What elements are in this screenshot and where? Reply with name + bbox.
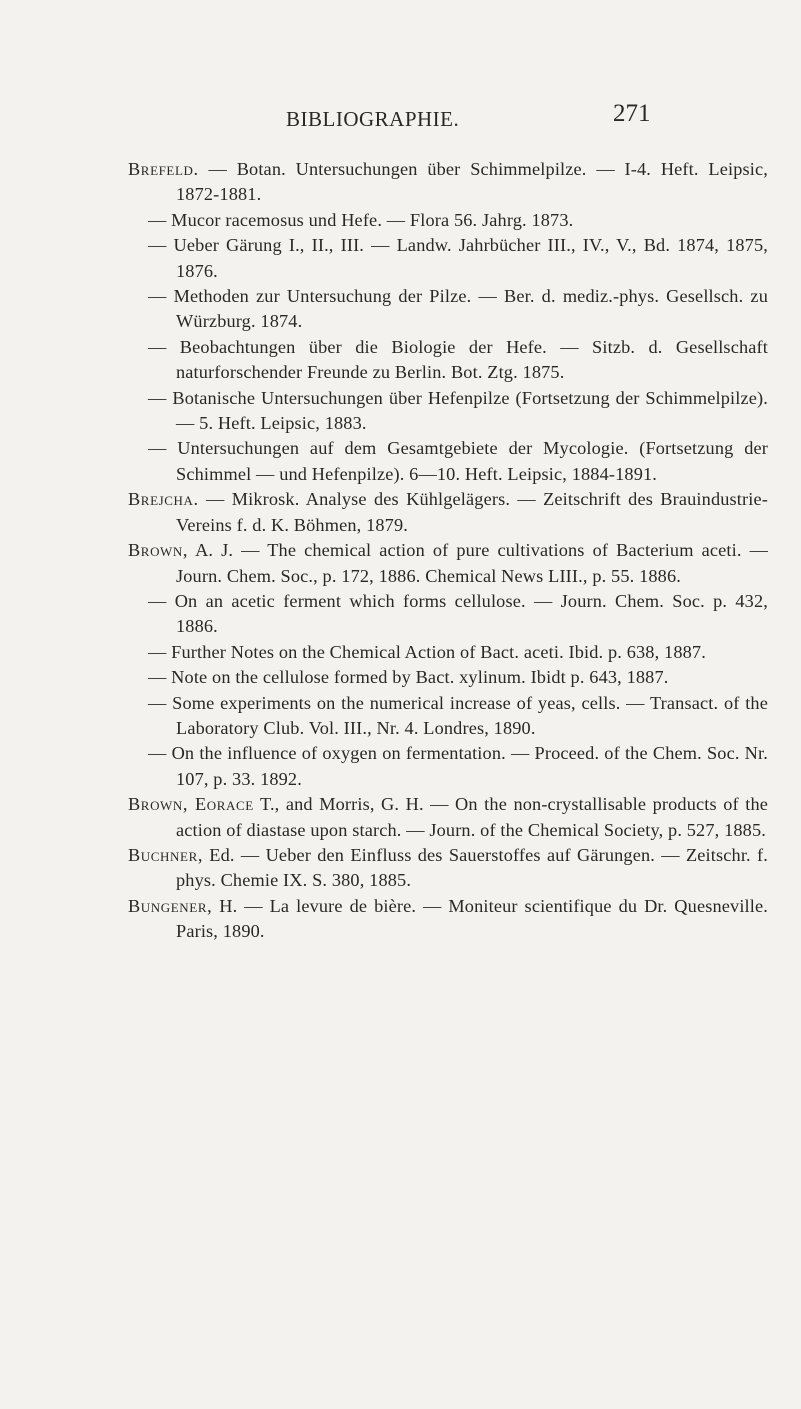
bibliography-list <box>128 157 768 945</box>
bibliography-entry <box>128 741 768 792</box>
entry-text: Mucor racemosus und Hefe. — Flora 56. Jahrg. 1873. <box>171 209 574 230</box>
entry-text: — Mikrosk. Analyse des Kühlgelägers. — Zeitschrift des Brauindustrie-Vereins f. d. K. Böhmen, 1879. <box>176 489 768 535</box>
entry-text: T., and Morris, G. H. — On the non-crystallisable products of the action of diastase upon starch. — Journ. of the Chemical Society, p. 527, 1885. <box>176 794 769 840</box>
entry-dash: — <box>148 438 167 459</box>
bibliography-entry <box>128 589 768 640</box>
entry-text: Ueber Gärung I., II., III. — Landw. Jahrbücher III., IV., V., Bd. 1874, 1875, 1876. <box>173 235 768 281</box>
entry-dash: — <box>148 209 167 230</box>
bibliography-entry <box>128 335 768 386</box>
bibliography-entry <box>128 157 768 208</box>
entry-text: Methoden zur Untersuchung der Pilze. — Ber. d. medіz.-phys. Gesellsch. zu Würzburg. 1874. <box>173 286 768 332</box>
entry-text: Note on the cellulose formed by Bact. xylinum. Ibidt p. 643, 1887. <box>171 667 669 688</box>
entry-dash: — <box>148 387 167 408</box>
bibliography-entry <box>128 487 768 538</box>
entry-text: Botanische Untersuchungen über Hefenpilze (Fortsetzung der Schimmelpilze). — 5. Heft. Leipsic, 1883. <box>172 387 768 434</box>
entry-author: Brown, <box>128 540 189 561</box>
entry-text: On an acetic ferment which forms cellulose. — Journ. Chem. Soc. p. 432, 1886. <box>174 590 768 637</box>
entry-text: Some experiments on the numerical increase of yeas, cells. — Transact. of the Laboratory Club. Vol. III., Nr. 4. Londres, 1890. <box>172 692 768 738</box>
bibliography-entry <box>128 538 768 589</box>
entry-dash: — <box>148 743 167 764</box>
entry-text: Further Notes on the Chemical Action of Bact. aceti. Ibid. p. 638, 1887. <box>171 641 706 662</box>
bibliography-entry <box>128 208 768 233</box>
bibliography-entry <box>128 894 768 945</box>
entry-author: Brown, Eorace <box>128 794 254 815</box>
entry-text: On the influence of oxygen on fermentation. — Proceed. of the Chem. Soc. Nr. 107, p. 33. 1892. <box>171 743 768 789</box>
bibliography-entry <box>128 640 768 665</box>
entry-dash: — <box>148 590 167 611</box>
bibliography-entry <box>128 843 768 894</box>
entry-text: Ed. — Ueber den Einfluss des Sauerstoffes auf Gärungen. — Zeitschr. f. phys. Chemie IX. S. 380, 1885. <box>176 844 768 891</box>
bibliography-entry <box>128 284 768 335</box>
entry-author: Brejcha. <box>128 489 199 510</box>
bibliography-entry <box>128 665 768 690</box>
bibliography-entry <box>128 792 768 843</box>
bibliography-entry <box>128 691 768 742</box>
entry-dash: — <box>148 286 167 307</box>
page-number: 271 <box>613 100 651 127</box>
bibliography-entry <box>128 436 768 487</box>
entry-dash: — <box>148 641 167 662</box>
entry-text: H. — La levure de bière. — Moniteur scientifique du Dr. Quesneville. Paris, 1890. <box>176 895 768 942</box>
entry-text: Untersuchungen auf dem Gesamtgebiete der Mycologie. (Fortsetzung der Schimmel — und Hefenpilze). 6—10. Heft. Leipsic, 1884-1891. <box>176 438 768 484</box>
entry-author: Buchner, <box>128 844 204 865</box>
running-head: BIBLIOGRAPHIE. <box>286 107 460 131</box>
entry-author: Bungener, <box>128 895 213 916</box>
entry-dash: — <box>148 336 167 357</box>
entry-dash: — <box>148 692 167 713</box>
entry-dash: — <box>148 235 167 256</box>
entry-text: Beobachtungen über die Biologie der Hefe. — Sitzb. d. Gesellschaft naturforschender Freunde zu Berlin. Bot. Ztg. 1875. <box>176 336 768 383</box>
entry-author: Brefeld. <box>128 159 199 179</box>
entry-text: — Botan. Untersuchungen über Schimmelpilze. — I-4. Heft. Leipsic, 1872-1881. <box>176 159 768 205</box>
bibliography-entry <box>128 386 768 437</box>
entry-dash: — <box>148 667 167 688</box>
entry-text: A. J. — The chemical action of pure cultivations of Bacterium aceti. — Journ. Chem. Soc., p. 172, 1886. Chemical News LIII., p. 55. 1886. <box>176 540 768 586</box>
bibliography-entry <box>128 233 768 284</box>
